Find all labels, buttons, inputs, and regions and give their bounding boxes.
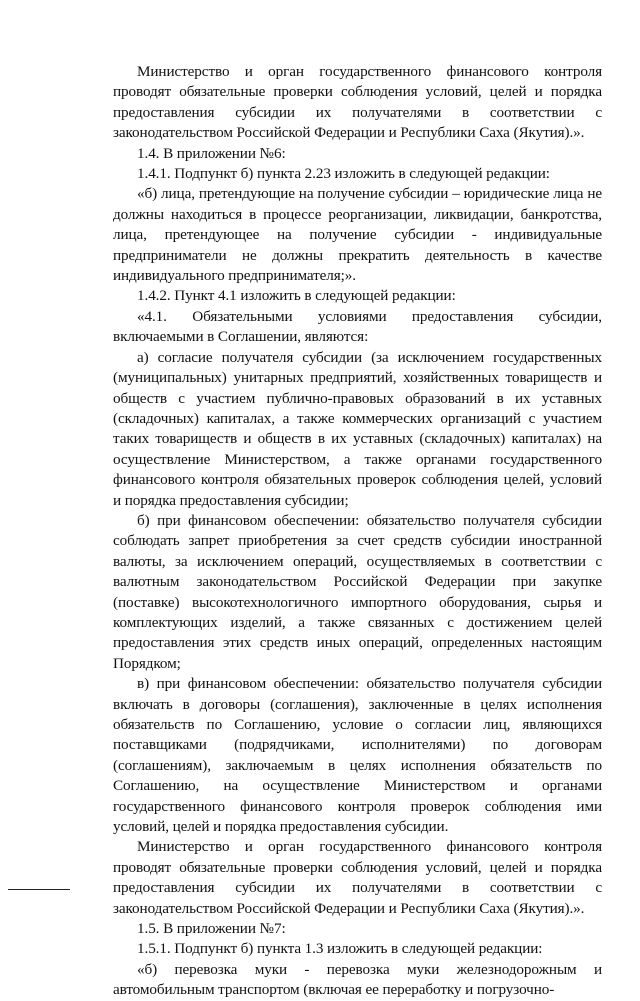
paragraph-4-1: «4.1. Обязательными условиями предоставления субсидии, включаемыми в Соглашении, являются: [113, 307, 602, 346]
paragraph-item-b: б) при финансовом обеспечении: обязательство получателя субсидии соблюдать запрет приобретения за счет средств субсидии иностранной валюты, за исключением операций, осуществляемых в соответствии с валютным законодательством Российской Федерации при закупке (поставке) высокотехнологичного импортного оборудования, сырья и комплектующих изделий, а также связанных с достижением целей предоставления этих средств иных операций, определенных настоящим Порядком; [113, 511, 602, 672]
paragraph-1-4-2: 1.4.2. Пункт 4.1 изложить в следующей редакции: [137, 287, 456, 305]
paragraph-appendix-6: 1.4. В приложении №6: [137, 144, 286, 162]
document-page [113, 62, 602, 1001]
paragraph-control-1: Министерство и орган государственного финансового контроля проводят обязательные проверки соблюдения условий, целей и порядка предоставления субсидии их получателями в соответствии с законодательством Российской Федерации и Республики Саха (Якутия).». [113, 63, 602, 142]
paragraph-control-2: Министерство и орган государственного финансового контроля проводят обязательные проверки соблюдения условий, целей и порядка предоставления субсидии их получателями в соответствии с законодательством Российской Федерации и Республики Саха (Якутия).». [113, 838, 602, 917]
paragraph-item-a: а) согласие получателя субсидии (за исключением государственных (муниципальных) унитарных предприятий, хозяйственных товариществ и обществ с участием публично-правовых образований в их уставных (складочных) капиталах, а также коммерческих организаций с участием таких товариществ и обществ в их уставных (складочных) капиталах) на осуществление Министерством, а также органами государственного финансового контроля обязательных проверок соблюдения целей, условий и порядка предоставления субсидии; [113, 348, 602, 509]
paragraph-flour-transport: «б) перевозка муки - перевозка муки железнодорожным и автомобильным транспортом (включая ее переработку и погрузочно- [113, 960, 602, 999]
paragraph-item-v: в) при финансовом обеспечении: обязательство получателя субсидии включать в договоры (соглашения), заключенные в целях исполнения обязательств по Соглашению, условие о согласии лиц, являющихся поставщиками (подрядчиками, исполнителями) по договорам (соглашениям), заключаемым в целях исполнения обязательств по Соглашению, на осуществление Министерством и органами государственного финансового контроля проверок соблюдения ими условий, целей и порядка предоставления субсидии. [113, 675, 602, 836]
paragraph-sub-b-2-23: «б) лица, претендующие на получение субсидии – юридические лица не должны находиться в процессе реорганизации, ликвидации, банкротства, лица, претендующее на получение субсидии - индивидуальные предприниматели не должны прекратить деятельность в качестве индивидуального предпринимателя;». [113, 185, 602, 285]
paragraph-1-5-1: 1.5.1. Подпункт б) пункта 1.3 изложить в следующей редакции: [137, 940, 543, 958]
paragraph-appendix-7: 1.5. В приложении №7: [137, 920, 286, 938]
footnote-divider [8, 889, 70, 890]
paragraph-1-4-1: 1.4.1. Подпункт б) пункта 2.23 изложить в следующей редакции: [137, 165, 550, 183]
